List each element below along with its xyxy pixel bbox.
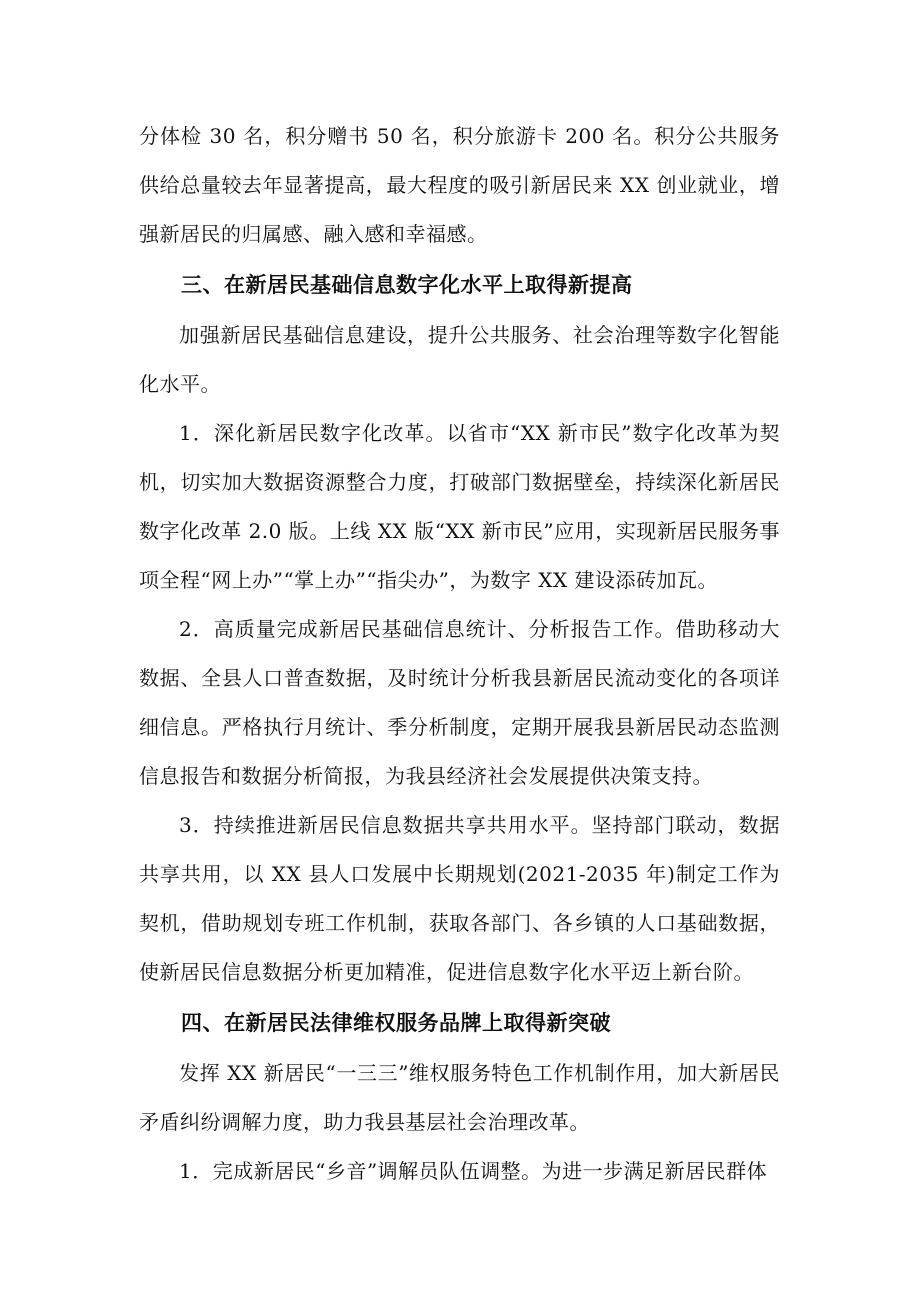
body-paragraph-7: 1．完成新居民“乡音”调解员队伍调整。为进一步满足新居民群体 xyxy=(179,1159,768,1183)
section-heading-4: 四、在新居民法律维权服务品牌上取得新突破 xyxy=(181,1011,611,1035)
body-paragraph-3: 1．深化新居民数字化改革。以省市“XX 新市民”数字化改革为契机，切实加大数据资源整合力度，打破部门数据壁垒，持续深化新居民数字化改革 2.0 版。上线 XX 版“XX 新市民”应用，实现新居民服务事项全程“网上办”“掌上办”“指尖办”，为数字 XX 建设添砖加瓦。 xyxy=(139,421,780,592)
body-paragraph-1: 分体检 30 名，积分赠书 50 名，积分旅游卡 200 名。积分公共服务供给总量较去年显著提高，最大程度的吸引新居民来 XX 创业就业，增强新居民的归属感、融入感和幸福感。 xyxy=(139,124,780,246)
body-paragraph-2: 加强新居民基础信息建设，提升公共服务、社会治理等数字化智能化水平。 xyxy=(139,323,780,396)
section-heading-3: 三、在新居民基础信息数字化水平上取得新提高 xyxy=(181,273,633,297)
document-body xyxy=(139,112,780,1196)
body-paragraph-4: 2．高质量完成新居民基础信息统计、分析报告工作。借助移动大数据、全县人口普查数据，及时统计分析我县新居民流动变化的各项详细信息。严格执行月统计、季分析制度，定期开展我县新居民动态监测信息报告和数据分析简报，为我县经济社会发展提供决策支持。 xyxy=(139,617,780,788)
body-paragraph-6: 发挥 XX 新居民“一三三”维权服务特色工作机制作用，加大新居民矛盾纠纷调解力度，助力我县基层社会治理改革。 xyxy=(139,1061,780,1134)
body-paragraph-5: 3．持续推进新居民信息数据共享共用水平。坚持部门联动，数据共享共用，以 XX 县人口发展中长期规划(2021-2035 年)制定工作为契机，借助规划专班工作机制，获取各部门、各乡镇的人口基础数据，使新居民信息数据分析更加精准，促进信息数字化水平迈上新台阶。 xyxy=(139,813,780,984)
